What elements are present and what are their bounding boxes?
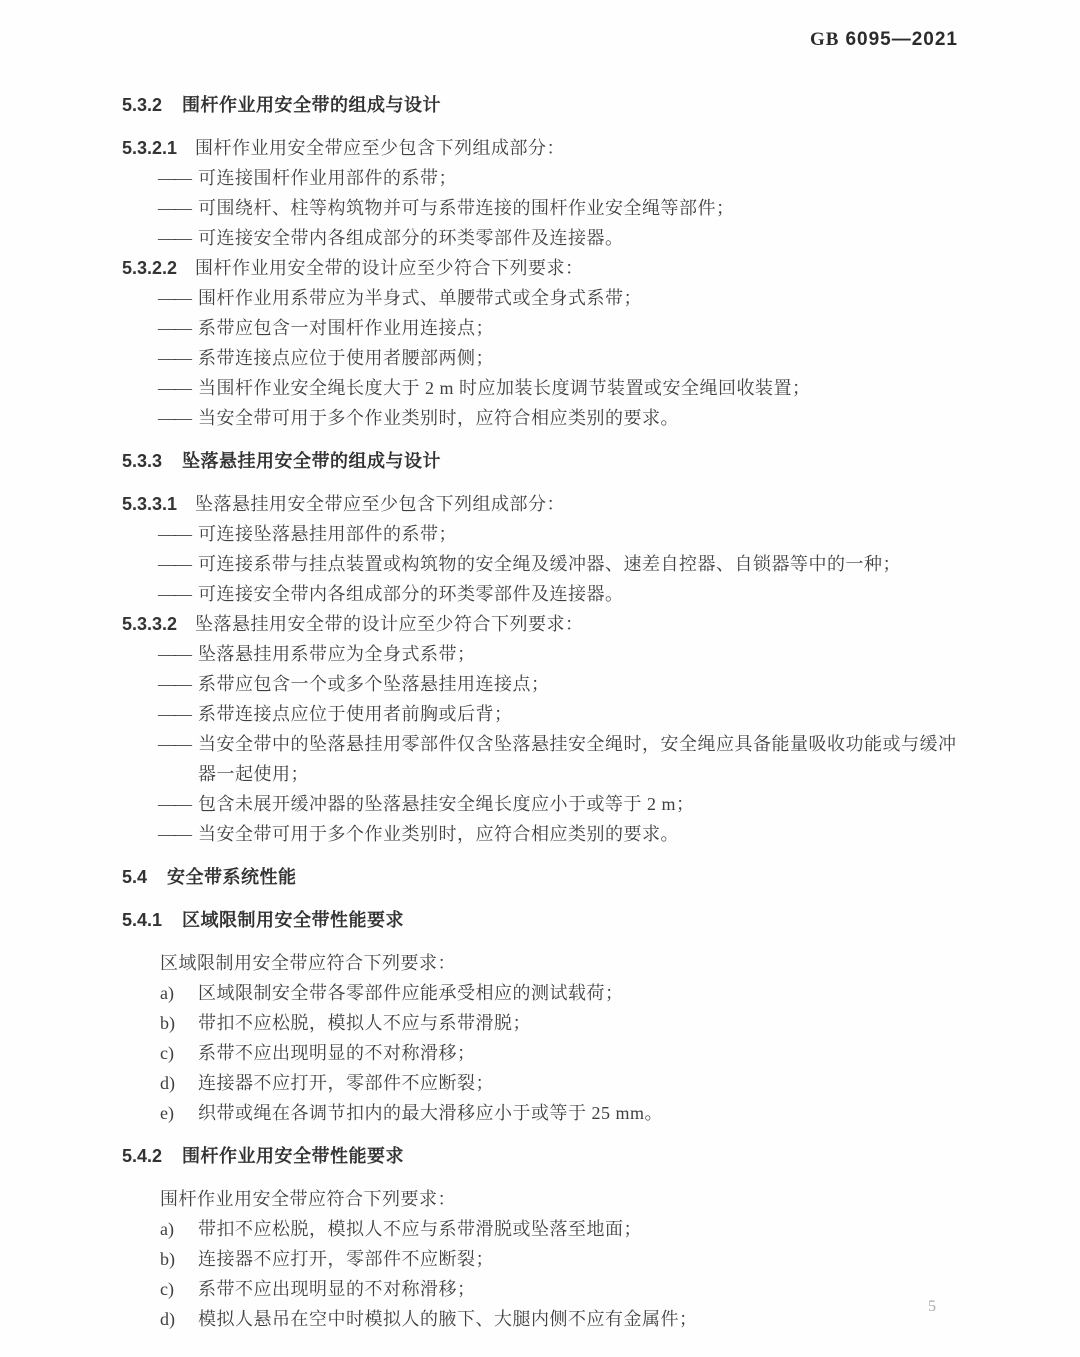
- item-text: 连接器不应打开，零部件不应断裂；: [198, 1073, 494, 1093]
- section-title: 安全带系统性能: [167, 867, 297, 887]
- dash-marker: ——: [158, 168, 190, 188]
- section-heading-5-3-3: [122, 446, 958, 476]
- dash-list-5-3-2-1: [122, 163, 958, 253]
- dash-item: [158, 729, 958, 789]
- dash-item: [158, 549, 958, 579]
- dash-marker: ——: [158, 644, 190, 664]
- dash-marker: ——: [158, 378, 190, 398]
- dash-item: [158, 373, 958, 403]
- dash-item: [158, 403, 958, 433]
- item-text: 系带应包含一个或多个坠落悬挂用连接点；: [198, 674, 550, 694]
- item-text: 可围绕杆、柱等构筑物并可与系带连接的围杆作业安全绳等部件；: [198, 198, 735, 218]
- section-number: 5.3.3: [122, 451, 163, 471]
- dash-item: [158, 699, 958, 729]
- letter-list-5-4-1: [122, 978, 958, 1128]
- dash-marker: ——: [158, 198, 190, 218]
- clause-text: 围杆作业用安全带的设计应至少符合下列要求：: [195, 258, 584, 278]
- dash-marker: ——: [158, 408, 190, 428]
- dash-item: [158, 283, 958, 313]
- clause-text: 围杆作业用安全带应至少包含下列组成部分：: [195, 138, 566, 158]
- item-text: 系带不应出现明显的不对称滑移；: [198, 1043, 476, 1063]
- lettered-item: [160, 1068, 958, 1098]
- section-heading-5-4-2: [122, 1141, 958, 1171]
- document-content: [122, 90, 958, 1334]
- clause-5-3-2-1: [122, 133, 958, 163]
- dash-list-5-3-3-1: [122, 519, 958, 609]
- lettered-item: [160, 1274, 958, 1304]
- dash-marker: ——: [158, 734, 190, 754]
- dash-item: [158, 163, 958, 193]
- section-number: 5.4: [122, 867, 148, 887]
- item-text: 坠落悬挂用系带应为全身式系带；: [198, 644, 476, 664]
- dash-item: [158, 639, 958, 669]
- item-marker: a): [160, 1219, 174, 1239]
- dash-item: [158, 193, 958, 223]
- clause-text: 坠落悬挂用安全带的设计应至少符合下列要求：: [195, 614, 584, 634]
- item-text: 可连接坠落悬挂用部件的系带；: [198, 524, 457, 544]
- letter-list-5-4-2: [122, 1214, 958, 1334]
- clause-number: 5.3.3.1: [122, 494, 178, 514]
- item-text: 系带不应出现明显的不对称滑移；: [198, 1279, 476, 1299]
- page-header: [0, 28, 958, 52]
- dash-marker: ——: [158, 794, 190, 814]
- dash-item: [158, 579, 958, 609]
- dash-marker: ——: [158, 288, 190, 308]
- item-text: 系带连接点应位于使用者前胸或后背；: [198, 704, 513, 724]
- item-marker: a): [160, 983, 174, 1003]
- lettered-item: [160, 1038, 958, 1068]
- dash-list-5-3-2-2: [122, 283, 958, 433]
- item-text: 包含未展开缓冲器的坠落悬挂安全绳长度应小于或等于 2 m；: [198, 794, 695, 814]
- clause-5-3-3-2: [122, 609, 958, 639]
- dash-item: [158, 669, 958, 699]
- dash-marker: ——: [158, 674, 190, 694]
- item-text: 带扣不应松脱，模拟人不应与系带滑脱或坠落至地面；: [198, 1219, 642, 1239]
- item-marker: c): [160, 1043, 174, 1063]
- item-text: 当安全带可用于多个作业类别时，应符合相应类别的要求。: [198, 824, 679, 844]
- paragraph-5-4-1-intro: 区域限制用安全带应符合下列要求：: [160, 953, 456, 973]
- section-title: 坠落悬挂用安全带的组成与设计: [182, 451, 442, 471]
- standard-code-prefix: GB: [810, 29, 840, 50]
- item-text: 可连接安全带内各组成部分的环类零部件及连接器。: [198, 228, 624, 248]
- lettered-item: [160, 1098, 958, 1128]
- dash-item: [158, 819, 958, 849]
- lettered-item: [160, 1214, 958, 1244]
- section-number: 5.4.1: [122, 910, 163, 930]
- dash-marker: ——: [158, 704, 190, 724]
- section-number: 5.4.2: [122, 1146, 163, 1166]
- item-marker: b): [160, 1249, 175, 1269]
- section-number: 5.3.2: [122, 95, 163, 115]
- standard-code-number: 6095—2021: [845, 29, 958, 50]
- item-text: 系带连接点应位于使用者腰部两侧；: [198, 348, 494, 368]
- dash-item: [158, 223, 958, 253]
- item-text: 当安全带中的坠落悬挂用零部件仅含坠落悬挂安全绳时，安全绳应具备能量吸收功能或与缓冲器一起使用；: [198, 734, 957, 784]
- item-text: 可连接安全带内各组成部分的环类零部件及连接器。: [198, 584, 624, 604]
- clause-5-3-3-1: [122, 489, 958, 519]
- lettered-item: [160, 1244, 958, 1274]
- section-heading-5-3-2: [122, 90, 958, 120]
- item-marker: c): [160, 1279, 174, 1299]
- lettered-item: [160, 1008, 958, 1038]
- dash-marker: ——: [158, 348, 190, 368]
- clause-5-3-2-2: [122, 253, 958, 283]
- item-text: 围杆作业用系带应为半身式、单腰带式或全身式系带；: [198, 288, 642, 308]
- item-text: 可连接系带与挂点装置或构筑物的安全绳及缓冲器、速差自控器、自锁器等中的一种；: [198, 554, 901, 574]
- item-text: 区域限制安全带各零部件应能承受相应的测试载荷；: [198, 983, 624, 1003]
- dash-marker: ——: [158, 584, 190, 604]
- page-number: 5: [928, 1298, 936, 1315]
- clause-number: 5.3.3.2: [122, 614, 178, 634]
- dash-marker: ——: [158, 824, 190, 844]
- item-text: 连接器不应打开，零部件不应断裂；: [198, 1249, 494, 1269]
- item-marker: b): [160, 1013, 175, 1033]
- section-title: 区域限制用安全带性能要求: [182, 910, 405, 930]
- item-text: 可连接围杆作业用部件的系带；: [198, 168, 457, 188]
- clause-number: 5.3.2.2: [122, 258, 178, 278]
- section-title: 围杆作业用安全带的组成与设计: [182, 95, 442, 115]
- clause-text: 坠落悬挂用安全带应至少包含下列组成部分：: [195, 494, 566, 514]
- item-text: 当安全带可用于多个作业类别时，应符合相应类别的要求。: [198, 408, 679, 428]
- dash-marker: ——: [158, 228, 190, 248]
- item-text: 模拟人悬吊在空中时模拟人的腋下、大腿内侧不应有金属件；: [198, 1309, 698, 1329]
- item-marker: e): [160, 1103, 174, 1123]
- section-heading-5-4: [122, 862, 958, 892]
- dash-item: [158, 519, 958, 549]
- item-marker: d): [160, 1073, 175, 1093]
- dash-item: [158, 789, 958, 819]
- dash-marker: ——: [158, 554, 190, 574]
- item-text: 当围杆作业安全绳长度大于 2 m 时应加装长度调节装置或安全绳回收装置；: [198, 378, 811, 398]
- paragraph-5-4-2-intro: 围杆作业用安全带应符合下列要求：: [160, 1189, 456, 1209]
- dash-item: [158, 343, 958, 373]
- lettered-item: [160, 978, 958, 1008]
- dash-marker: ——: [158, 318, 190, 338]
- clause-number: 5.3.2.1: [122, 138, 178, 158]
- section-heading-5-4-1: [122, 905, 958, 935]
- section-title: 围杆作业用安全带性能要求: [182, 1146, 405, 1166]
- item-text: 系带应包含一对围杆作业用连接点；: [198, 318, 494, 338]
- dash-marker: ——: [158, 524, 190, 544]
- lettered-item: [160, 1304, 958, 1334]
- item-text: 带扣不应松脱，模拟人不应与系带滑脱；: [198, 1013, 531, 1033]
- dash-list-5-3-3-2: [122, 639, 958, 849]
- item-text: 织带或绳在各调节扣内的最大滑移应小于或等于 25 mm。: [198, 1103, 663, 1123]
- item-marker: d): [160, 1309, 175, 1329]
- dash-item: [158, 313, 958, 343]
